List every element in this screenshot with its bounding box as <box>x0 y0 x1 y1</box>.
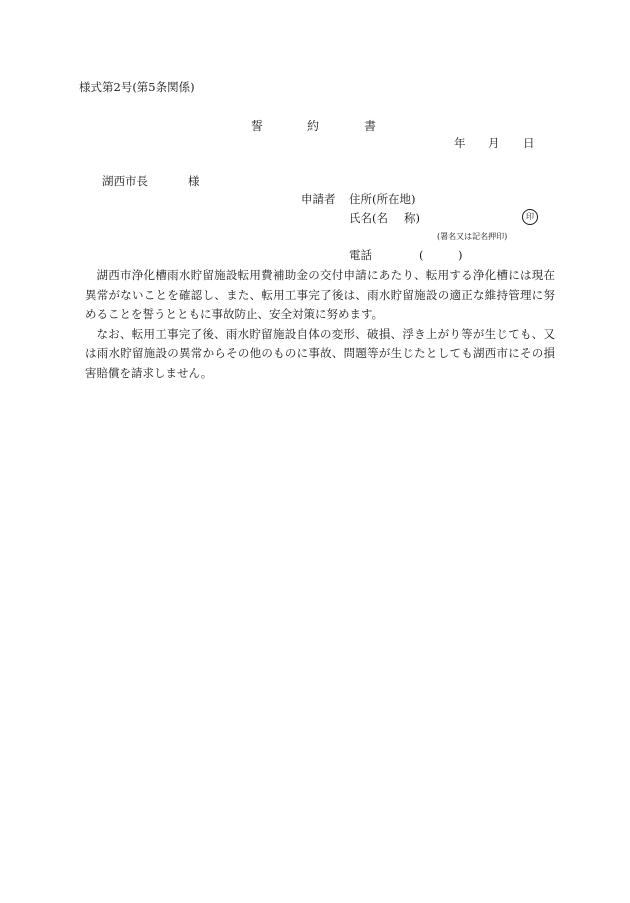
signature-note: (署名又は記名押印) <box>437 232 508 241</box>
addressee-name: 湖西市長 <box>102 174 148 188</box>
pledge-body <box>85 266 555 383</box>
name-label-b: 称) <box>404 211 420 225</box>
date-year: 年 <box>454 136 466 150</box>
phone-paren-close: ) <box>458 248 463 262</box>
addressee-honorific: 様 <box>188 174 200 188</box>
phone-label: 電話 <box>349 248 372 262</box>
address-label: 住所(所在地) <box>349 192 416 206</box>
name-label <box>349 213 420 225</box>
title-char: 書 <box>364 119 377 133</box>
seal-mark: 印 <box>522 209 538 225</box>
pledge-paragraph: なお、転用工事完了後、雨水貯留施設自体の変形、破損、浮き上がり等が生じても、又は雨水貯留施設の異常からその他のものに事故、問題等が生じたとしても湖西市にその損害賠償を請求しません。 <box>85 326 555 380</box>
phone-paren-open: ( <box>419 248 424 262</box>
applicant-label: 申請者 <box>301 192 336 206</box>
date-day: 日 <box>523 136 535 150</box>
addressee <box>102 176 200 188</box>
date-month: 月 <box>488 136 500 150</box>
title-char: 誓 <box>251 119 264 133</box>
pledge-paragraph: 湖西市浄化槽雨水貯留施設転用費補助金の交付申請にあたり、転用する浄化槽には現在異常がないことを確認し、また、転用工事完了後は、雨水貯留施設の適正な維持管理に努めることを誓うとともに事故防止、安全対策に努めます。 <box>85 268 555 321</box>
form-number: 様式第2号(第5条関係) <box>79 80 195 94</box>
name-label-a: 氏名(名 <box>349 211 388 225</box>
title-char: 約 <box>307 119 320 133</box>
